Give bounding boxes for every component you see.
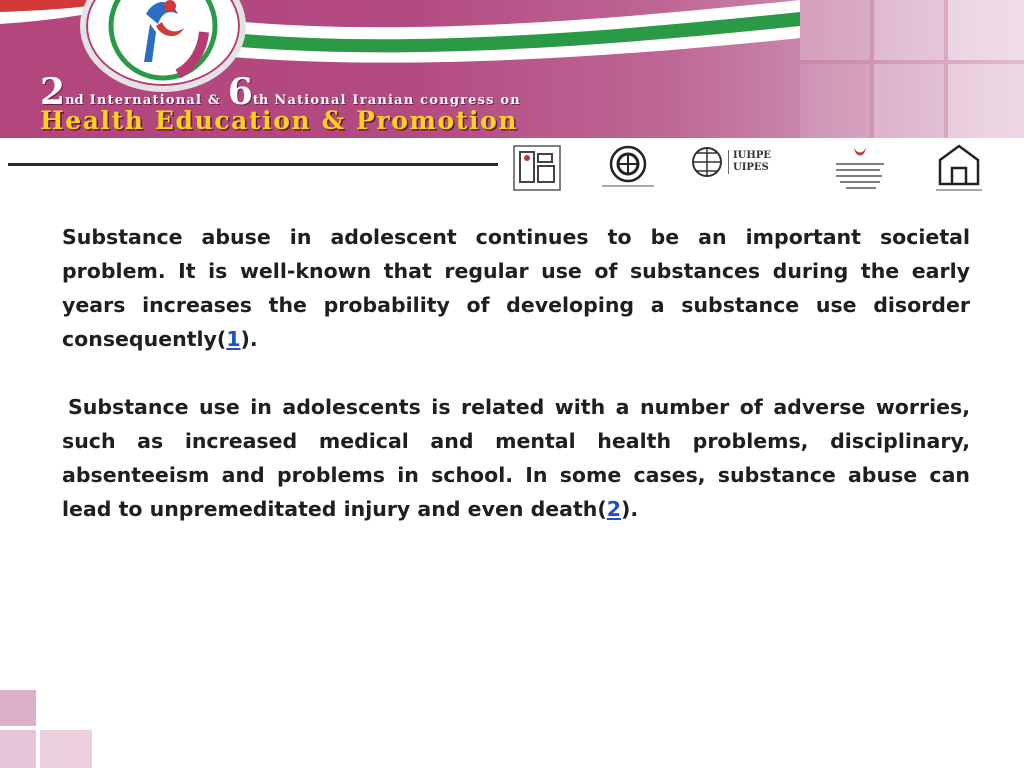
globe-icon bbox=[690, 144, 724, 180]
header-banner bbox=[0, 0, 1024, 138]
congress-title-line bbox=[40, 71, 528, 113]
header-divider bbox=[8, 163, 498, 166]
iran-emblem-icon bbox=[830, 144, 890, 194]
corner-tiles bbox=[0, 690, 100, 768]
paragraph-2-end: ). bbox=[621, 497, 639, 521]
ministry-seal-icon bbox=[512, 144, 562, 192]
international-label: International & bbox=[89, 93, 221, 108]
paragraph-1-text: Substance abuse in adolescent continues to be an important societal problem. It is well-known that regular use of substances during the early years increases the probability of developing a substance use disorder consequently( bbox=[62, 225, 970, 351]
edition-suffix-national: th bbox=[252, 93, 269, 108]
paragraph-1-end: ). bbox=[240, 327, 258, 351]
iuhpe-label: IUHPE bbox=[733, 150, 771, 161]
paragraph-substance-use bbox=[62, 390, 970, 526]
paragraph-2-text: Substance use in adolescents is related with a number of adverse worries, such as increased medical and mental health problems, disciplinary, absenteeism and problems in school. In some cases, substance abuse can lead to unpremeditated injury and even death( bbox=[62, 395, 970, 521]
edition-number-international: 2 bbox=[40, 71, 66, 113]
national-label: National Iranian congress on bbox=[274, 93, 521, 108]
edition-number-national: 6 bbox=[227, 71, 253, 113]
slide-content bbox=[62, 220, 970, 526]
uipes-label: UIPES bbox=[733, 162, 769, 173]
reference-link-1[interactable]: 1 bbox=[226, 327, 241, 351]
decorative-tiles bbox=[800, 0, 1024, 138]
edition-suffix-international: nd bbox=[65, 93, 84, 108]
iuhpe-uipes-logo bbox=[690, 144, 771, 180]
congress-subtitle: Health Education & Promotion bbox=[40, 106, 519, 135]
paragraph-substance-abuse bbox=[62, 220, 970, 356]
medical-university-icon bbox=[934, 144, 984, 194]
university-emblem-icon bbox=[598, 144, 658, 192]
reference-link-2[interactable]: 2 bbox=[606, 497, 622, 521]
